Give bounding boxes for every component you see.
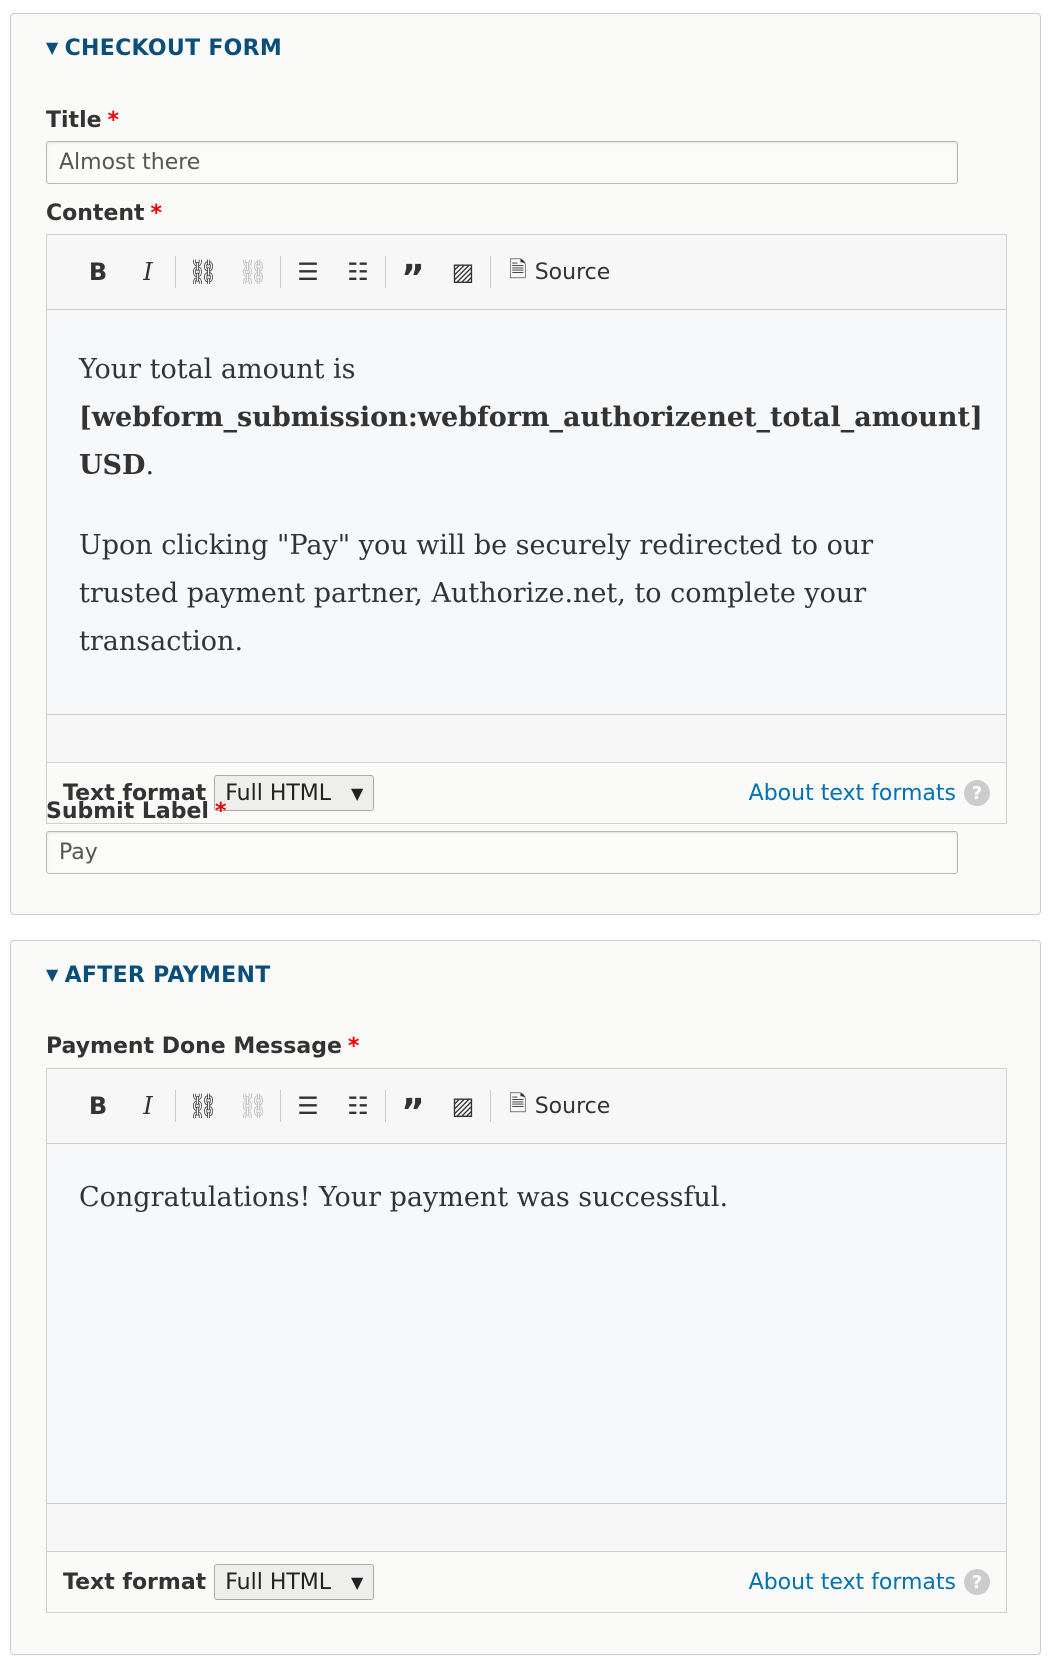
bold-button[interactable]: B (88, 258, 108, 286)
editor-status-bar (47, 715, 1006, 763)
toolbar-separator (490, 256, 491, 288)
required-mark: * (150, 201, 163, 226)
toolbar-separator (175, 1090, 176, 1122)
payment-message-editor (46, 1068, 1007, 1613)
link-button[interactable]: ⛓ (187, 258, 219, 286)
link-button[interactable]: ⛓ (187, 1092, 219, 1120)
select-value: Full HTML (225, 780, 332, 806)
text-format-label: Text format (63, 780, 207, 806)
source-file-icon: 🗎 (509, 258, 527, 283)
dropdown-arrow-icon: ▼ (351, 1572, 364, 1592)
submit-label-input[interactable]: Pay (46, 831, 958, 874)
content-text: Your total amount is (79, 354, 356, 385)
triangle-down-icon: ▼ (46, 965, 59, 984)
required-mark: * (107, 108, 120, 133)
payment-done-message-label (46, 1034, 359, 1059)
bulleted-list-button[interactable]: ☰ (297, 1092, 319, 1120)
source-button[interactable] (493, 1087, 610, 1125)
toolbar-separator (490, 1090, 491, 1122)
after-payment-fieldset (10, 940, 1041, 1655)
text-format-bar (47, 1552, 1006, 1612)
checkout-form-toggle[interactable] (46, 36, 282, 61)
unlink-button[interactable]: ⛓ (237, 1092, 269, 1120)
about-text-formats-link[interactable] (749, 1569, 990, 1595)
toolbar-separator (385, 256, 386, 288)
required-mark: * (347, 1034, 360, 1059)
dropdown-arrow-icon: ▼ (351, 783, 364, 803)
editor-content[interactable] (47, 1144, 1006, 1504)
after-payment-toggle[interactable] (46, 963, 271, 988)
text-format-select[interactable] (214, 1564, 374, 1600)
bold-button[interactable]: B (88, 1092, 108, 1120)
editor-status-bar (47, 1504, 1006, 1552)
select-value: Full HTML (225, 1569, 332, 1595)
checkout-form-fieldset (10, 13, 1041, 915)
content-text: . (145, 450, 155, 481)
editor-content[interactable] (47, 310, 1006, 715)
text-format-label: Text format (63, 1569, 207, 1595)
content-paragraph: Upon clicking "Pay" you will be securely redirected to our trusted payment partner, Authorize.net, to complete your transaction. (79, 530, 874, 657)
source-button[interactable] (493, 253, 610, 291)
source-label: Source (534, 259, 611, 285)
link-text: About text formats (748, 1569, 956, 1595)
numbered-list-button[interactable]: ☷ (347, 1092, 369, 1120)
submit-label-label (46, 799, 227, 824)
blockquote-button[interactable]: ” (401, 257, 425, 299)
help-icon: ? (964, 1569, 990, 1595)
label-text: Title (46, 108, 102, 133)
toolbar-separator (385, 1090, 386, 1122)
italic-button[interactable]: I (143, 258, 153, 286)
help-icon: ? (964, 780, 990, 806)
heading-text: AFTER PAYMENT (64, 963, 271, 988)
triangle-down-icon: ▼ (46, 38, 59, 57)
label-text: Payment Done Message (46, 1034, 342, 1059)
numbered-list-button[interactable]: ☷ (347, 258, 369, 286)
link-text: About text formats (748, 780, 956, 806)
bulleted-list-button[interactable]: ☰ (297, 258, 319, 286)
editor-toolbar (47, 235, 1006, 310)
content-editor (46, 234, 1007, 824)
toolbar-separator (280, 256, 281, 288)
required-mark: * (214, 799, 227, 824)
token-text: [webform_submission:webform_authorizenet_total_amount] USD (79, 402, 983, 481)
unlink-button[interactable]: ⛓ (237, 258, 269, 286)
editor-toolbar (47, 1069, 1006, 1144)
content-label (46, 201, 162, 226)
italic-button[interactable]: I (143, 1092, 153, 1120)
about-text-formats-link[interactable] (749, 780, 990, 806)
image-button[interactable]: ▨ (451, 1092, 475, 1120)
toolbar-separator (280, 1090, 281, 1122)
source-label: Source (534, 1093, 611, 1119)
image-button[interactable]: ▨ (451, 258, 475, 286)
title-input[interactable]: Almost there (46, 141, 958, 184)
source-file-icon: 🗎 (509, 1092, 527, 1117)
title-label (46, 108, 119, 133)
label-text: Content (46, 201, 145, 226)
heading-text: CHECKOUT FORM (64, 36, 283, 61)
text-format-select[interactable] (214, 775, 374, 811)
blockquote-button[interactable]: ” (401, 1091, 425, 1133)
content-paragraph: Congratulations! Your payment was successful. (79, 1182, 729, 1213)
toolbar-separator (175, 256, 176, 288)
label-text: Submit Label (46, 799, 209, 824)
